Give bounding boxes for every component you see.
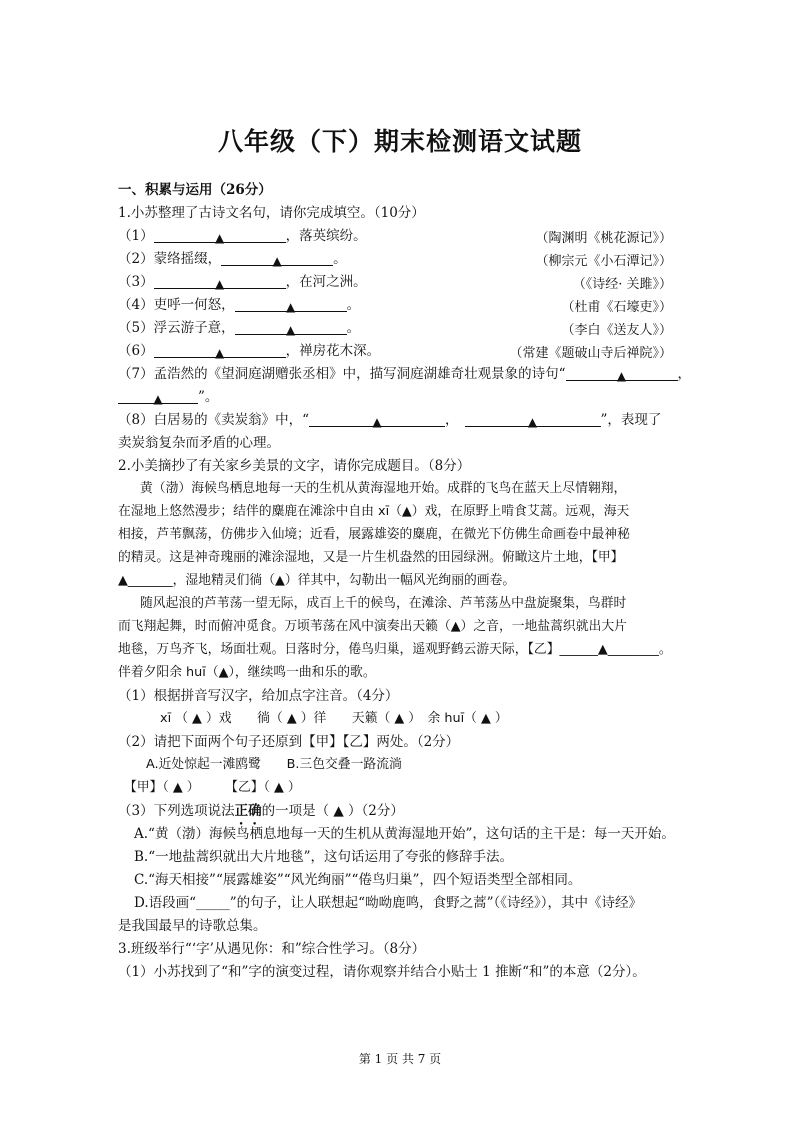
question-2-stem: 2.小美摘抄了有关家乡美景的文字，请你完成题目。（8分） xyxy=(118,458,471,474)
question-3-stem: 3.班级举行“‘字’从遇见你：和”综合性学习。（8分） xyxy=(118,941,426,957)
q1-item-1: （1） ▲ ，落英缤纷。 xyxy=(118,228,367,245)
page-footer: 第 1 页 共 7 页 xyxy=(358,1052,442,1066)
q1-source-1: （陶渊明《桃花源记》） xyxy=(535,231,672,246)
answer-blank[interactable]: ▲ xyxy=(235,297,347,312)
question-1-stem: 1.小苏整理了古诗文名句，请你完成填空。（10分） xyxy=(118,205,425,221)
answer-blank[interactable]: ▲ xyxy=(154,274,286,289)
section-heading: 一、积累与运用（26分） xyxy=(118,182,272,198)
q1-item-8: （8）白居易的《卖炭翁》中，“ ▲ ， ▲ ”，表现了 xyxy=(118,412,662,429)
q1-item-8-cont: 卖炭翁复杂而矛盾的心理。 xyxy=(118,435,280,451)
q1-item-7: （7）孟浩然的《望洞庭湖赠张丞相》中，描写洞庭湖雄奇壮观景象的诗句“ ▲ ， xyxy=(118,366,691,383)
passage-line: ▲_______，湿地精灵们徜（▲）徉其中，勾勒出一幅风光绚丽的画卷。 xyxy=(118,573,516,588)
q2-sub-1-answers: xī （ ▲ ）戏 徜（ ▲ ）徉 天籁（ ▲ ） 余 huī（ ▲ ） xyxy=(160,711,508,726)
q2-sub-1: （1）根据拼音写汉字，给加点字注音。（4分） xyxy=(118,688,399,704)
q2-sub-3: （3）下列选项说法正确的一项是（ ▲ ）（2分） xyxy=(118,803,404,819)
q1-item-7-cont: ▲ ”。 xyxy=(118,387,688,407)
passage-line: 地毯，万鸟齐飞，场面壮观。日落时分，倦鸟归巢，遥观野鹤云游天际，【乙】______▲________。 xyxy=(118,642,672,657)
q3-sub-1: （1）小苏找到了“和”字的演变过程，请你观察并结合小贴士 1 推断“和”的本意（2分）。 xyxy=(118,964,646,980)
q2-option-d-cont: 是我国最早的诗歌总集。 xyxy=(118,918,267,934)
answer-blank[interactable]: ▲ xyxy=(154,228,286,243)
answer-blank[interactable]: ▲ xyxy=(221,251,333,266)
passage-line: 黄（渤）海候鸟栖息地每一天的生机从黄海湿地开始。成群的飞鸟在蓝天上尽情翱翔， xyxy=(140,481,627,496)
q2-option-a: A.“黄（渤）海候鸟栖息地每一天的生机从黄海湿地开始”，这句话的主干是：每一天开始。 xyxy=(134,826,675,842)
q1-source-5: （李白《送友人》） xyxy=(561,323,672,338)
passage-line: 伴着夕阳余 huī（▲），继续鸣一曲和乐的歌。 xyxy=(118,665,376,680)
q2-sub-2-answers: 【甲】（ ▲ ） 【乙】（ ▲ ） xyxy=(124,780,301,795)
answer-blank[interactable]: ▲ xyxy=(118,389,198,404)
q2-sub-2: （2）请把下面两个句子还原到【甲】【乙】两处。（2分） xyxy=(118,734,460,750)
q1-item-6: （6） ▲ ，禅房花木深。 xyxy=(118,343,381,360)
answer-blank[interactable]: ▲ xyxy=(235,320,347,335)
q1-source-2: （柳宗元《小石潭记》） xyxy=(535,254,672,269)
q2-option-d: D.语段画“_____”的句子，让人联想起“呦呦鹿鸣，食野之蒿”（《诗经》），其中《诗经》 xyxy=(134,895,642,911)
answer-blank[interactable]: ▲ xyxy=(465,412,601,427)
q1-item-4: （4）吏呼一何怒， ▲ 。 xyxy=(118,297,361,314)
q1-item-3: （3） ▲ ，在河之洲。 xyxy=(118,274,367,291)
q1-source-6: （常建《题破山寺后禅院》） xyxy=(509,346,672,361)
q1-item-5: （5）浮云游子意， ▲ 。 xyxy=(118,320,361,337)
q1-source-3: （《诗经· 关雎》） xyxy=(572,277,672,292)
answer-blank[interactable]: ▲ xyxy=(309,412,445,427)
q2-option-b: B.“一地盐蒿织就出大片地毯”，这句话运用了夸张的修辞手法。 xyxy=(134,849,514,865)
passage-line: 而飞翔起舞，时而俯冲觅食。万顷苇荡在风中演奏出天籁（▲）之音，一地盐蒿织就出大片 xyxy=(118,619,627,634)
q2-sub-2-options: A.近处惊起一滩鸥鹭 B.三色交叠一路流淌 xyxy=(146,757,402,772)
answer-blank[interactable]: ▲ xyxy=(566,366,678,381)
page-title: 八年级（下）期末检测语文试题 xyxy=(217,127,582,156)
passage-line: 随风起浪的芦苇荡一望无际，成百上千的候鸟，在滩涂、芦苇荡丛中盘旋聚集，鸟群时 xyxy=(140,596,627,611)
q1-item-2: （2）蒙络摇缀， ▲ 。 xyxy=(118,251,347,268)
q1-source-4: （杜甫《石壕吏》） xyxy=(561,300,672,315)
passage-line: 的精灵。这是神奇瑰丽的滩涂湿地，又是一片生机盎然的田园绿洲。俯瞰这片土地，【甲】 xyxy=(118,550,624,565)
q2-option-c: C.“海天相接”“展露雄姿”“风光绚丽”“倦鸟归巢”，四个短语类型全部相同。 xyxy=(134,872,582,888)
passage-line: 相接，芦苇飘荡，仿佛步入仙境；近看，展露雄姿的麋鹿，在微光下仿佛生命画卷中最神秘 xyxy=(118,527,630,542)
passage-line: 在湿地上悠然漫步；结伴的麋鹿在滩涂中自由 xī（▲）戏，在原野上啃食艾蒿。远观，海天 xyxy=(118,504,630,519)
answer-blank[interactable]: ▲ xyxy=(154,343,286,358)
